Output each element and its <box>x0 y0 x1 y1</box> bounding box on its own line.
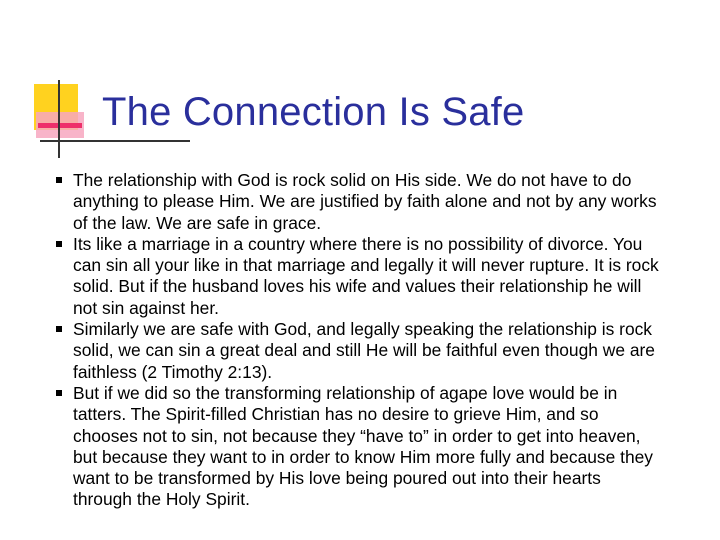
bullet-square-icon <box>56 326 62 332</box>
slide-title: The Connection Is Safe <box>102 90 525 134</box>
bullet-item <box>56 170 686 234</box>
bullet-item <box>56 383 686 511</box>
title-ornament-red-line <box>38 123 82 128</box>
bullet-item <box>56 319 686 383</box>
bullet-item <box>56 234 686 319</box>
title-ornament-vertical-line <box>58 80 60 158</box>
bullet-text: But if we did so the transforming relationship of agape love would be in tatters. The Spirit-filled Christian has no desire to grieve Him, and so chooses not to sin, not because they “have to” in order to get into heaven, but because they want to in order to know Him more fully and because they want to be transformed by His love being poured out into their hearts through the Holy Spirit. <box>73 382 654 510</box>
bullet-square-icon <box>56 177 62 183</box>
bullet-list <box>56 170 686 511</box>
bullet-text: Similarly we are safe with God, and legally speaking the relationship is rock solid, we can sin a great deal and still He will be faithful even though we are faithless (2 Timothy 2:13). <box>73 319 655 382</box>
bullet-square-icon <box>56 241 62 247</box>
bullet-text: The relationship with God is rock solid on His side. We do not have to do anything to please Him. We are justified by faith alone and not by any works of the law. We are safe in grace. <box>73 170 657 233</box>
bullet-square-icon <box>56 390 62 396</box>
title-ornament-horizontal-line <box>40 140 190 142</box>
bullet-text: Its like a marriage in a country where there is no possibility of divorce. You can sin all your like in that marriage and legally it will never rupture. It is rock solid. But if the husband loves his wife and values their relationship he will not sin against her. <box>73 233 659 318</box>
